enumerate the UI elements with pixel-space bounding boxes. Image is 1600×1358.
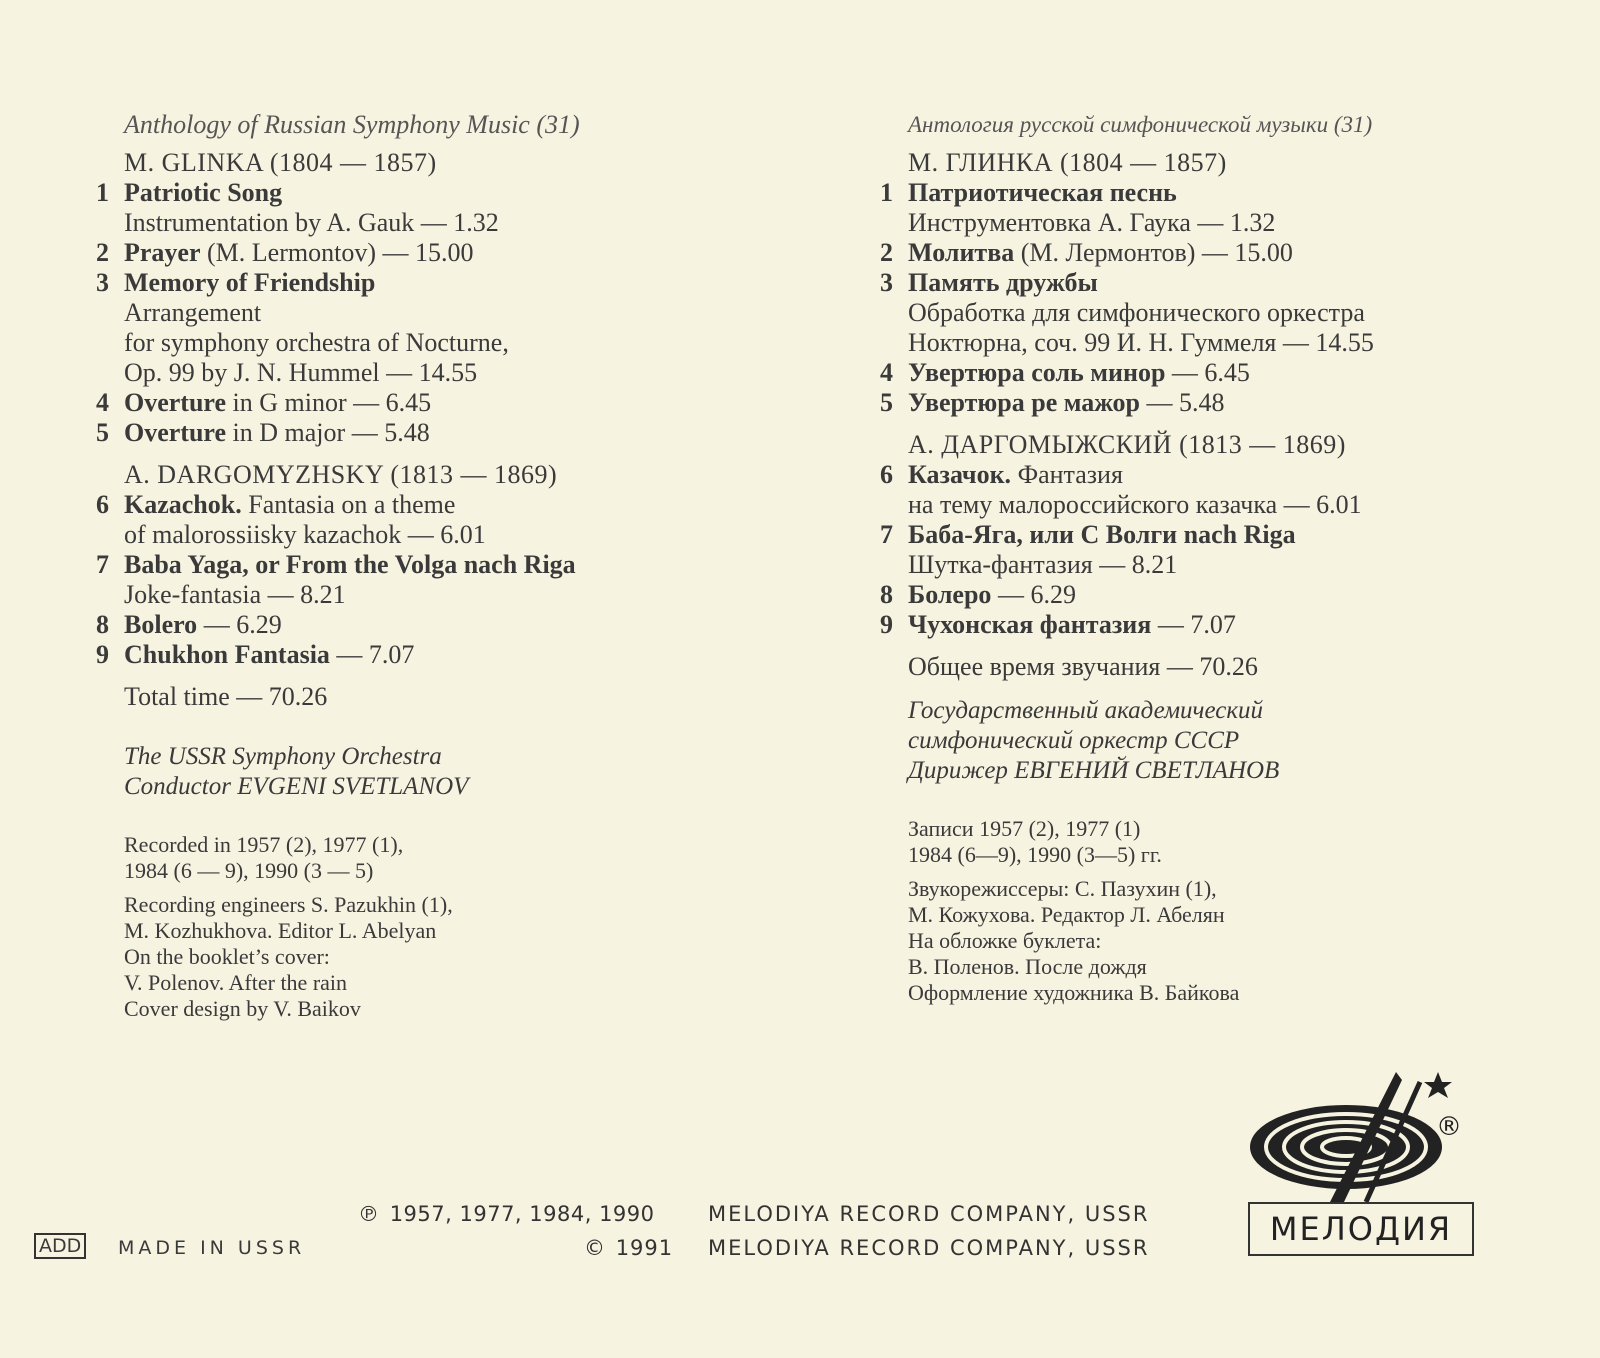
track-detail: Инструментовка А. Гаука — 1.32 <box>908 208 1276 237</box>
anthology-title: Anthology of Russian Symphony Music (31) <box>124 110 580 139</box>
recording-dates <box>908 816 1580 868</box>
track-title: Overture <box>124 418 227 447</box>
track-item <box>880 610 1580 640</box>
phonogram-years: 1957, 1977, 1984, 1990 <box>389 1202 655 1226</box>
track-title: Baba Yaga, or From the Volga nach Riga <box>124 550 576 579</box>
company-line: MELODIYA RECORD COMPANY, USSR <box>708 1236 1150 1260</box>
track-title: Казачок. <box>908 460 1012 489</box>
track-item <box>96 238 796 268</box>
track-number: 2 <box>880 238 893 267</box>
track-detail: — 6.45 <box>1165 358 1250 387</box>
track-number: 2 <box>96 238 109 267</box>
track-title: Баба-Яга, или С Волги nach Riga <box>908 520 1296 549</box>
company-line: MELODIYA RECORD COMPANY, USSR <box>708 1202 1150 1226</box>
conductor-name: Дирижер ЕВГЕНИЙ СВЕТЛАНОВ <box>908 757 1280 784</box>
track-title: Увертюра соль минор <box>908 358 1166 387</box>
track-number: 3 <box>880 268 893 297</box>
track-number: 1 <box>880 178 893 207</box>
credit-line: Оформление художника В. Байкова <box>908 980 1240 1005</box>
track-title: Patriotic Song <box>124 178 283 207</box>
track-detail: in D major — 5.48 <box>226 418 430 447</box>
recording-line: Записи 1957 (2), 1977 (1) <box>908 816 1141 841</box>
credits <box>124 892 796 1022</box>
track-item <box>96 550 796 610</box>
track-item <box>880 268 1580 358</box>
track-detail: — 7.07 <box>329 640 415 669</box>
credit-line: M. Kozhukhova. Editor L. Abelyan <box>124 918 437 943</box>
track-item <box>96 268 796 388</box>
orchestra-credit <box>908 696 1580 786</box>
track-title: Overture <box>124 388 227 417</box>
track-title: Bolero <box>124 610 198 639</box>
track-number: 7 <box>96 550 109 579</box>
credits <box>908 876 1580 1006</box>
track-item <box>880 388 1580 418</box>
track-title: Chukhon Fantasia <box>124 640 330 669</box>
track-detail: (M. Lermontov) — 15.00 <box>200 238 474 267</box>
composer-heading: А. ДАРГОМЫЖСКИЙ (1813 — 1869) <box>908 430 1346 459</box>
track-number: 9 <box>880 610 893 639</box>
track-item <box>96 490 796 550</box>
track-title: Prayer <box>124 238 201 267</box>
recording-line: Recorded in 1957 (2), 1977 (1), <box>124 832 404 857</box>
track-detail: Ноктюрна, соч. 99 И. Н. Гуммеля — 14.55 <box>908 328 1374 357</box>
track-detail: — 6.29 <box>197 610 282 639</box>
track-detail: for symphony orchestra of Nocturne, <box>124 328 509 357</box>
conductor-name: Conductor EVGENI SVETLANOV <box>124 773 469 800</box>
phonogram-symbol: ℗ <box>358 1202 381 1226</box>
phonogram-copyright <box>358 1202 655 1226</box>
track-item <box>880 178 1580 238</box>
track-item <box>880 460 1580 520</box>
credit-line: Звукорежиссеры: С. Пазухин (1), <box>908 876 1217 901</box>
english-column <box>96 110 796 1022</box>
track-detail: — 7.07 <box>1151 610 1236 639</box>
russian-column <box>880 110 1580 1006</box>
recording-line: 1984 (6 — 9), 1990 (3 — 5) <box>124 858 374 883</box>
melodiya-wordmark: МЕЛОДИЯ <box>1248 1202 1474 1256</box>
track-title: Болеро <box>908 580 992 609</box>
track-item <box>880 580 1580 610</box>
track-detail: на тему малороссийского казачка — 6.01 <box>908 490 1362 519</box>
total-time: Total time — 70.26 <box>124 682 328 711</box>
track-detail: Instrumentation by A. Gauk — 1.32 <box>124 208 499 237</box>
add-badge: ADD <box>34 1233 86 1259</box>
credit-line: На обложке буклета: <box>908 928 1102 953</box>
track-detail: Шутка-фантазия — 8.21 <box>908 550 1178 579</box>
credit-line: Recording engineers S. Pazukhin (1), <box>124 892 453 917</box>
copyright-line <box>584 1236 673 1260</box>
orchestra-name: Государственный академический <box>908 697 1264 724</box>
composer-heading: М. ГЛИНКА (1804 — 1857) <box>908 148 1227 177</box>
track-number: 6 <box>96 490 109 519</box>
track-item <box>880 358 1580 388</box>
track-detail: Fantasia on a theme <box>241 490 456 519</box>
credit-line: В. Поленов. После дождя <box>908 954 1147 979</box>
track-number: 3 <box>96 268 109 297</box>
track-number: 5 <box>880 388 893 417</box>
registered-mark: ® <box>1436 1112 1462 1142</box>
track-detail: — 5.48 <box>1139 388 1225 417</box>
track-item <box>96 178 796 238</box>
track-number: 4 <box>96 388 109 417</box>
track-detail: Обработка для симфонического оркестра <box>908 298 1365 327</box>
track-detail: in G minor — 6.45 <box>226 388 432 417</box>
credit-line: On the booklet’s cover: <box>124 944 330 969</box>
credit-line: V. Polenov. After the rain <box>124 970 348 995</box>
credit-line: Cover design by V. Baikov <box>124 996 361 1021</box>
made-in-label: MADE IN USSR <box>118 1237 306 1259</box>
track-item <box>96 418 796 448</box>
track-number: 8 <box>880 580 893 609</box>
track-item <box>96 640 796 670</box>
track-number: 4 <box>880 358 893 387</box>
composer-heading: M. GLINKA (1804 — 1857) <box>124 148 437 177</box>
track-detail: (М. Лермонтов) — 15.00 <box>1014 238 1293 267</box>
orchestra-name: симфонический оркестр СССР <box>908 727 1240 754</box>
composer-heading: A. DARGOMYZHSKY (1813 — 1869) <box>124 460 558 489</box>
track-detail: of malorossiisky kazachok — 6.01 <box>124 520 486 549</box>
track-title: Молитва <box>908 238 1015 267</box>
track-number: 8 <box>96 610 109 639</box>
total-time: Общее время звучания — 70.26 <box>908 652 1258 681</box>
orchestra-name: The USSR Symphony Orchestra <box>124 743 442 770</box>
track-number: 1 <box>96 178 109 207</box>
track-title: Kazachok. <box>124 490 242 519</box>
track-number: 7 <box>880 520 893 549</box>
track-detail: — 6.29 <box>991 580 1076 609</box>
track-title: Патриотическая песнь <box>908 178 1177 207</box>
credit-line: М. Кожухова. Редактор Л. Абелян <box>908 902 1225 927</box>
track-item <box>880 520 1580 580</box>
recording-line: 1984 (6—9), 1990 (3—5) гг. <box>908 842 1162 867</box>
recording-dates <box>124 832 796 884</box>
track-detail: Фантазия <box>1011 460 1123 489</box>
copyright-symbol: © <box>584 1236 607 1260</box>
track-item <box>96 610 796 640</box>
track-item <box>96 388 796 418</box>
anthology-title: Антология русской симфонической музыки (31) <box>908 112 1373 137</box>
orchestra-credit <box>124 742 796 802</box>
track-title: Увертюра ре мажор <box>908 388 1140 417</box>
track-title: Память дружбы <box>908 268 1098 297</box>
track-title: Memory of Friendship <box>124 268 376 297</box>
track-detail: Arrangement <box>124 298 262 327</box>
track-number: 5 <box>96 418 109 447</box>
track-title: Чухонская фантазия <box>908 610 1152 639</box>
track-detail: Joke-fantasia — 8.21 <box>124 580 346 609</box>
track-number: 6 <box>880 460 893 489</box>
track-number: 9 <box>96 640 109 669</box>
track-item <box>880 238 1580 268</box>
copyright-year: 1991 <box>615 1236 674 1260</box>
track-detail: Op. 99 by J. N. Hummel — 14.55 <box>124 358 478 387</box>
